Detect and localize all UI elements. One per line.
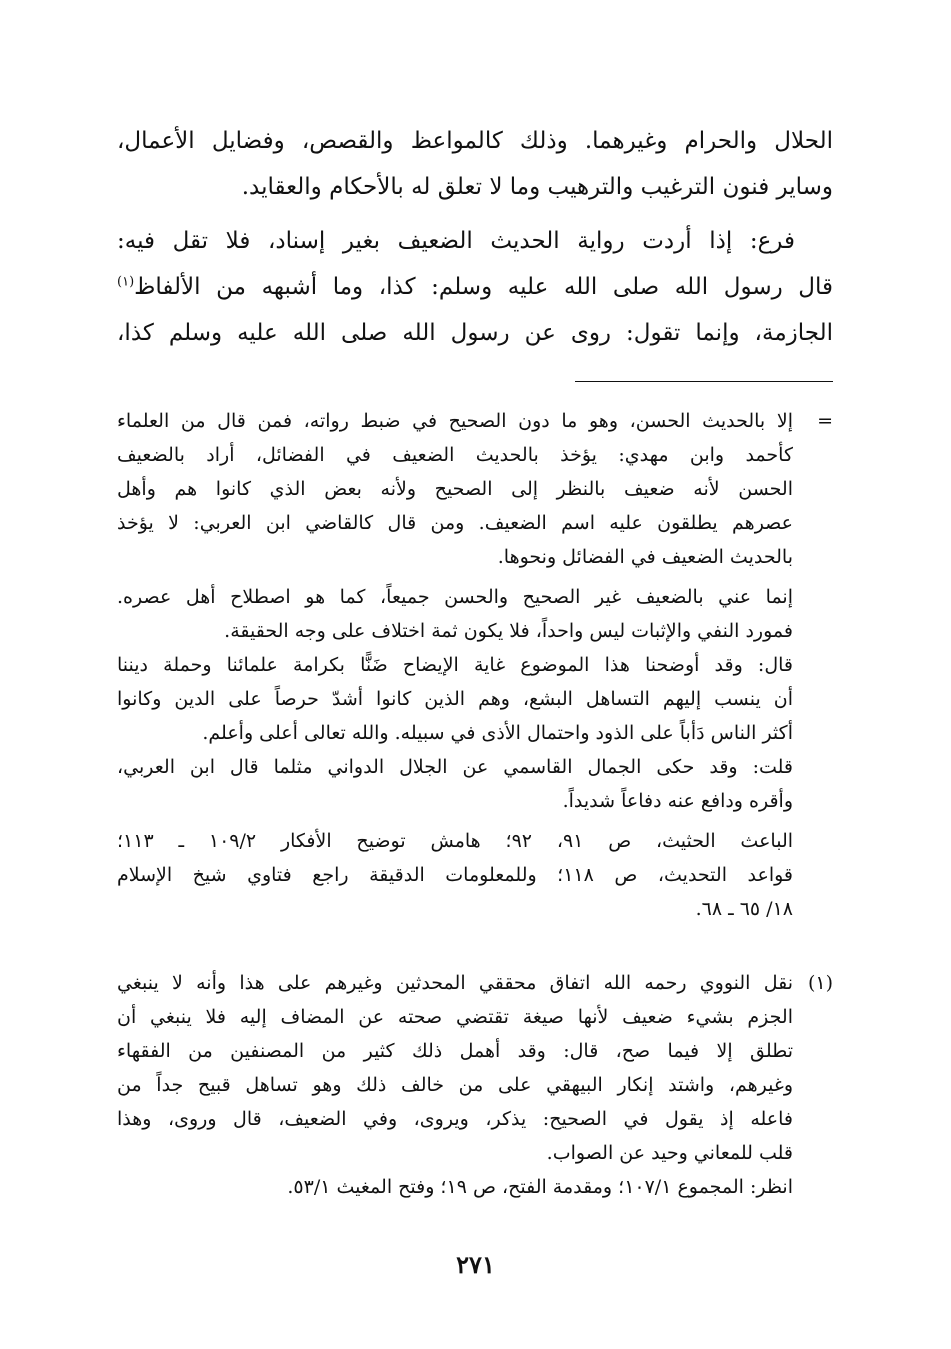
- footnote-separator: [575, 381, 833, 382]
- footnote-line: وغيرهم، واشتد إنكار البيهقي على من خالف ذلك وهو تساهل قبيح جداً من: [117, 1074, 793, 1096]
- footnote-line: بالحديث الضعيف في الفضائل ونحوها.: [497, 546, 793, 568]
- footnote-line: قلت: وقد حكى الجمال القاسمي عن الجلال الدواني مثلما قال ابن العربي،: [117, 756, 793, 778]
- footnote-line: أن ينسب إليهم التساهل البشع، وهم الذين كانوا أشدّ حرصاً على الدين وكانوا: [117, 688, 793, 710]
- text-line-with-footnote-ref: [117, 264, 833, 310]
- text-line: وساير فنون الترغيب والترهيب وما لا تعلق له بالأحكام والعقايد.: [241, 174, 833, 200]
- footnote-line: قال: وقد أوضحنا هذا الموضوع غاية الإيضاح ضَنًّا بكرامة علمائنا وحملة ديننا: [117, 654, 793, 676]
- footnote-line: إلا بالحديث الحسن، وهو ما دون الصحيح في ضبط رواته، فمن قال من العلماء: [117, 410, 793, 432]
- main-text: [117, 118, 833, 356]
- footnote-line: الجزم بشيء ضعيف لأنها صيغة تقتضي صحته عن المضاف إليه فلا ينبغي أن: [117, 1006, 793, 1028]
- footnote-line: قواعد التحديث، ص ١١٨؛ وللمعلومات الدقيقة راجع فتاوي شيخ الإسلام: [117, 864, 793, 886]
- footnote-1: [117, 966, 833, 1204]
- footnote-line: انظر: المجموع ١٠٧/١؛ ومقدمة الفتح، ص ١٩؛ وفتح المغيث ٥٣/١.: [287, 1176, 793, 1198]
- footnote-line: نقل النووي رحمه الله اتفاق محققي المحدثين وغيرهم على هذا وأنه لا ينبغي: [117, 972, 793, 994]
- paragraph-gap: [117, 210, 833, 218]
- text-line-body: قال رسول الله صلى الله عليه وسلم: كذا، وما أشبهه من الألفاظ: [134, 274, 833, 300]
- continuation-marker: =: [817, 410, 833, 432]
- footnote-reference-1[interactable]: (١): [117, 274, 135, 290]
- text-line: الحلال والحرام وغيرهما. وذلك كالمواعظ والقصص، وفضايل الأعمال،: [117, 128, 833, 154]
- footnote-number: (١): [807, 972, 833, 994]
- text-line: الجازمة، وإنما تقول: روى عن رسول الله صلى الله عليه وسلم كذا،: [117, 320, 833, 346]
- footnote-line: ١٨/ ٦٥ ـ ٦٨.: [695, 898, 793, 920]
- footnote-1-body: [117, 966, 833, 1204]
- footnote-line: الباعث الحثيث، ص ٩١، ٩٢؛ هامش توضيح الأفكار ١٠٩/٢ ـ ١١٣؛: [117, 830, 793, 852]
- footnote-line: فمورد النفي والإثبات ليس واحداً، فلا يكون ثمة اختلاف على وجه الحقيقة.: [224, 620, 793, 642]
- footnote-line: فاعله إذ يقول في الصحيح: يذكر، ويروى، وفي الضعيف، قال وروى، وهذا: [117, 1108, 793, 1130]
- paragraph-1: [117, 118, 833, 210]
- footnote-line: عصرهم يطلقون عليه اسم الضعيف. ومن قال كالقاضي ابن العربي: لا يؤخذ: [117, 512, 793, 534]
- footnote-line: أكثر الناس دَأباً على الذود واحتمال الأذى في سبيله. والله تعالى أعلى وأعلم.: [202, 722, 793, 744]
- footnote-line: كأحمد وابن مهدي: يؤخذ بالحديث الضعيف في الفضائل، أراد بالضعيف: [117, 444, 793, 466]
- footnote-line: تطلق إلا فيما صح، قال: وقد أهمل ذلك كثير من المصنفين من الفقهاء: [117, 1040, 793, 1062]
- footnote-line: الحسن لأنه ضعيف بالنظر إلى الصحيح ولأنه بعض الذي كانوا هم وأهل: [117, 478, 793, 500]
- footnote-continued: [117, 404, 833, 926]
- footnote-line: قلب للمعاني وحيد عن الصواب.: [546, 1142, 793, 1164]
- text-line: فرع: إذا أردت رواية الحديث الضعيف بغير إسناد، فلا تقل فيه:: [117, 228, 795, 254]
- footnote-line: وأقره ودافع عنه دفاعاً شديداً.: [562, 790, 793, 812]
- footnote-line: إنما عني بالضعيف غير الصحيح والحسن جميعاً، كما هو اصطلاح أهل عصره.: [117, 586, 793, 608]
- footnote-continued-body: [117, 404, 833, 926]
- page-number: ٢٧١: [456, 1250, 495, 1279]
- paragraph-2: [117, 218, 833, 356]
